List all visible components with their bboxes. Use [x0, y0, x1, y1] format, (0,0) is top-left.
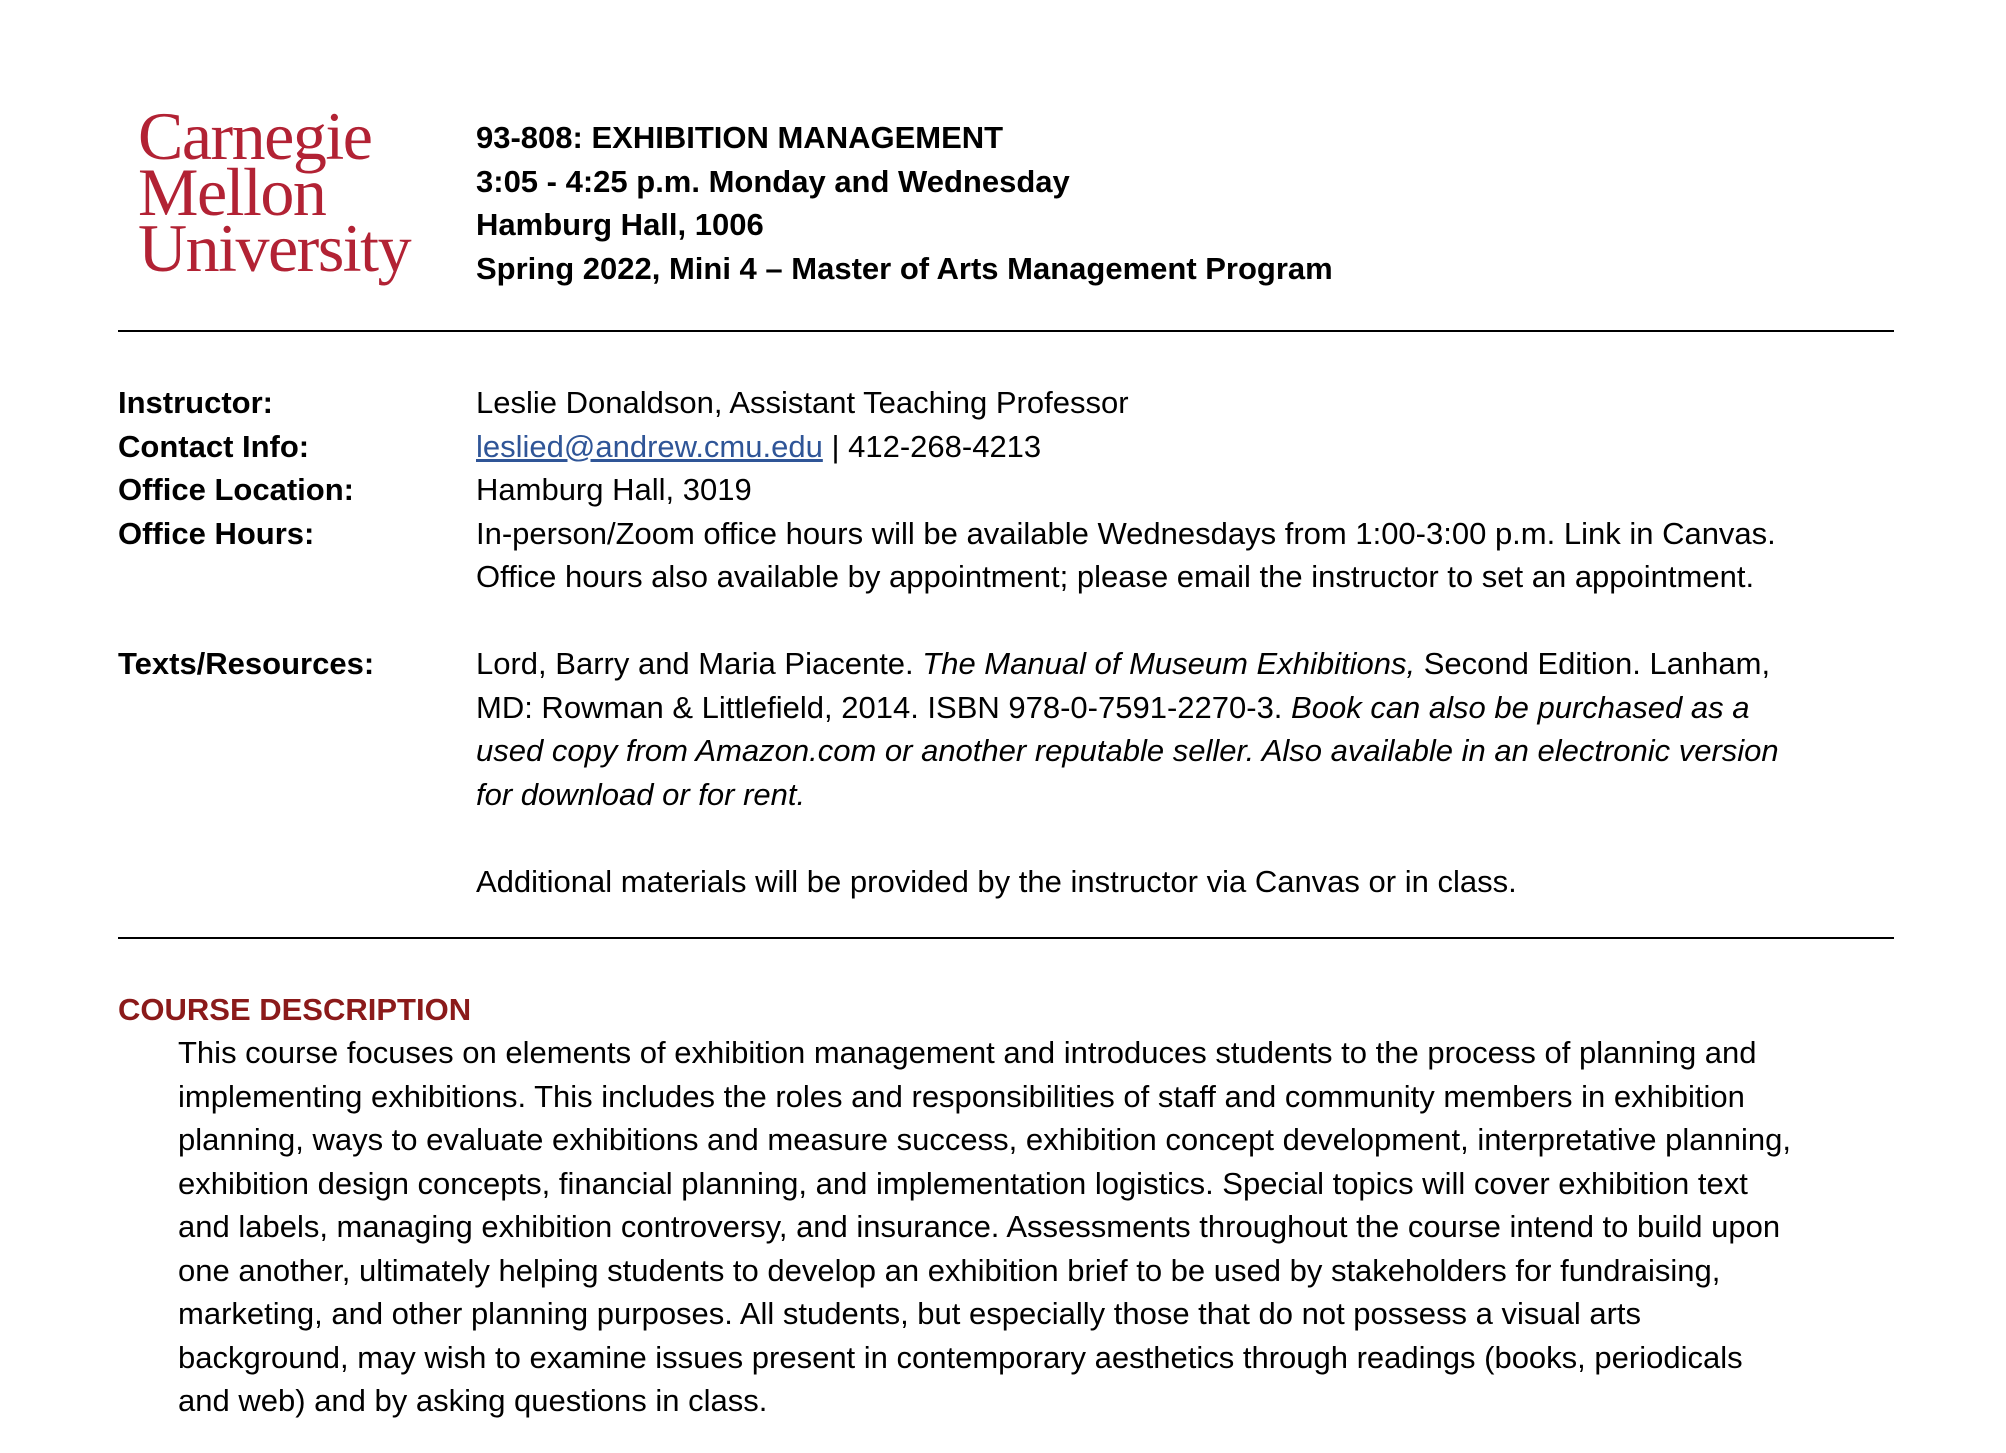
description-line: background, may wish to examine issues present in contemporary aesthetics through readings (books, periodicals — [178, 1339, 1743, 1375]
description-line: and web) and by asking questions in class. — [178, 1383, 768, 1418]
description-line: implementing exhibitions. This includes the roles and responsibilities of staff and community members in exhibition — [178, 1078, 1745, 1114]
course-location: Hamburg Hall, 1006 — [476, 207, 764, 242]
texts-book-title: The Manual of Museum Exhibitions, — [922, 646, 1416, 681]
office-hours-label: Office Hours: — [118, 515, 315, 551]
description-line: and labels, managing exhibition controversy, and insurance. Assessments throughout the course intend to build upon — [178, 1209, 1781, 1244]
texts-line-1 — [476, 642, 1779, 686]
description-line: This course focuses on elements of exhibition management and introduces students to the process of planning and — [178, 1035, 1757, 1070]
office-location-value: Hamburg Hall, 3019 — [476, 472, 752, 507]
spacer — [476, 816, 1779, 860]
course-header — [476, 116, 1333, 290]
office-hours-row — [118, 512, 1894, 599]
divider-top — [118, 330, 1894, 332]
logo-line-2: Mellon — [138, 154, 326, 230]
contact-row — [118, 425, 1894, 469]
texts-purchase-note: Book can also be purchased as a — [1291, 689, 1750, 725]
office-hours-line-2: Office hours also available by appointment; please email the instructor to set an appointment. — [476, 559, 1755, 594]
texts-line-4: for download or for rent. — [476, 776, 806, 812]
instructor-label: Instructor: — [118, 385, 273, 420]
course-code-title: 93-808: EXHIBITION MANAGEMENT — [476, 120, 1004, 155]
course-info — [118, 381, 1894, 903]
texts-row — [118, 642, 1894, 903]
course-schedule: 3:05 - 4:25 p.m. Monday and Wednesday — [476, 163, 1070, 199]
cmu-logo — [138, 98, 438, 286]
description-line: exhibition design concepts, financial planning, and implementation logistics. Special topics will cover exhibition text — [178, 1165, 1748, 1201]
texts-line-3: used copy from Amazon.com or another reputable seller. Also available in an electronic version — [476, 733, 1779, 768]
texts-line-2 — [476, 686, 1779, 730]
contact-value — [476, 425, 1041, 469]
texts-label: Texts/Resources: — [118, 646, 375, 681]
contact-phone: | 412-268-4213 — [822, 428, 1042, 464]
instructor-value: Leslie Donaldson, Assistant Teaching Professor — [476, 385, 1129, 420]
logo-line-3: University — [138, 210, 411, 286]
texts-edition: Second Edition. Lanham, — [1415, 646, 1771, 681]
texts-authors: Lord, Barry and Maria Piacente. — [476, 646, 923, 681]
contact-email-link[interactable]: leslied@andrew.cmu.edu — [476, 428, 823, 464]
office-hours-value — [476, 512, 1776, 599]
course-description-body — [178, 1031, 1894, 1423]
course-description-heading: COURSE DESCRIPTION — [118, 992, 472, 1027]
course-term: Spring 2022, Mini 4 – Master of Arts Management Program — [476, 250, 1333, 286]
texts-value — [476, 642, 1779, 903]
description-line: one another, ultimately helping students to develop an exhibition brief to be used by stakeholders for fundraising, — [178, 1252, 1721, 1288]
logo-line-1: Carnegie — [138, 98, 372, 174]
instructor-row — [118, 381, 1894, 425]
contact-label: Contact Info: — [118, 428, 310, 464]
office-location-row — [118, 468, 1894, 512]
texts-publisher: MD: Rowman & Littlefield, 2014. ISBN 978-0-7591-2270-3. — [476, 689, 1292, 725]
texts-additional: Additional materials will be provided by the instructor via Canvas or in class. — [476, 863, 1517, 899]
office-location-label: Office Location: — [118, 472, 354, 507]
office-hours-line-1: In-person/Zoom office hours will be available Wednesdays from 1:00-3:00 p.m. Link in Canvas. — [476, 515, 1776, 551]
description-line: planning, ways to evaluate exhibitions and measure success, exhibition concept development, interpretative planning, — [178, 1122, 1791, 1157]
spacer — [118, 599, 1894, 643]
description-line: marketing, and other planning purposes. All students, but especially those that do not possess a visual arts — [178, 1296, 1642, 1331]
divider-bottom — [118, 937, 1894, 939]
